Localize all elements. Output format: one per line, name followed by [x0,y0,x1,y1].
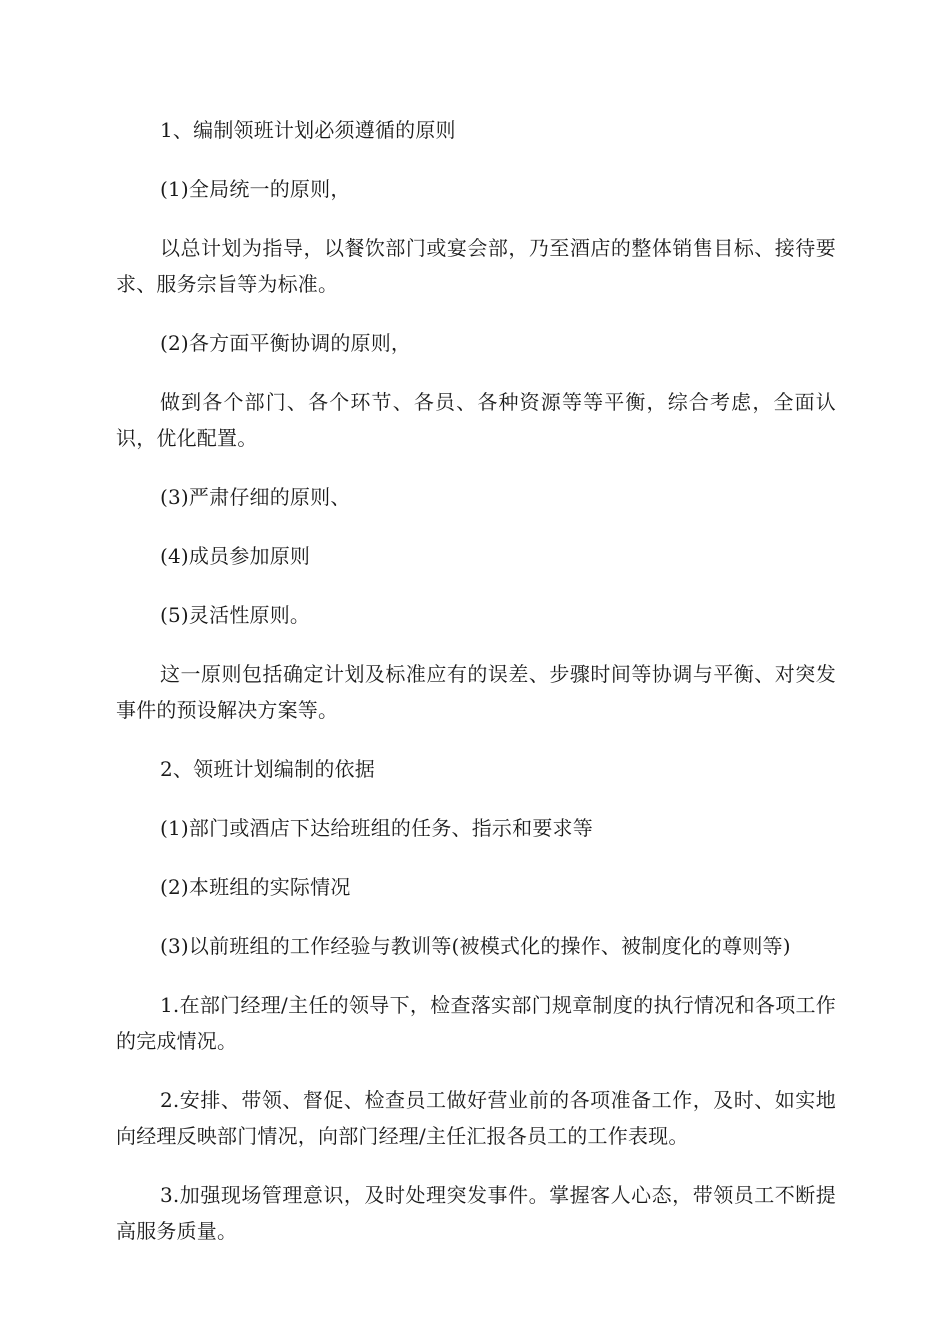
principle-5-body: 这一原则包括确定计划及标准应有的误差、步骤时间等协调与平衡、对突发事件的预设解决方案等。 [116,662,836,722]
principle-3-title: (3)严肃仔细的原则、 [160,485,351,509]
section-heading-basis: 2、领班计划编制的依据 [160,757,375,781]
principle-4-title: (4)成员参加原则 [160,544,311,568]
principle-1-title: (1)全局统一的原则， [160,177,351,201]
document-body [116,112,836,1272]
section-heading-principles: 1、编制领班计划必须遵循的原则 [160,118,456,142]
basis-item-2: (2)本班组的实际情况 [160,875,351,899]
duty-item-3: 3.加强现场管理意识，及时处理突发事件。掌握客人心态，带领员工不断提高服务质量。 [116,1183,836,1243]
principle-2-body: 做到各个部门、各个环节、各员、各种资源等等平衡，综合考虑，全面认识，优化配置。 [116,390,836,450]
duty-item-2: 2.安排、带领、督促、检查员工做好营业前的各项准备工作，及时、如实地向经理反映部门情况，向部门经理/主任汇报各员工的工作表现。 [116,1088,836,1148]
basis-item-3: (3)以前班组的工作经验与教训等(被模式化的操作、被制度化的尊则等) [160,934,791,958]
principle-2-title: (2)各方面平衡协调的原则， [160,331,412,355]
principle-1-body: 以总计划为指导，以餐饮部门或宴会部，乃至酒店的整体销售目标、接待要求、服务宗旨等为标准。 [116,236,836,296]
duty-item-1: 1.在部门经理/主任的领导下，检查落实部门规章制度的执行情况和各项工作的完成情况。 [116,993,836,1053]
basis-item-1: (1)部门或酒店下达给班组的任务、指示和要求等 [160,816,593,840]
principle-5-title: (5)灵活性原则。 [160,603,311,627]
